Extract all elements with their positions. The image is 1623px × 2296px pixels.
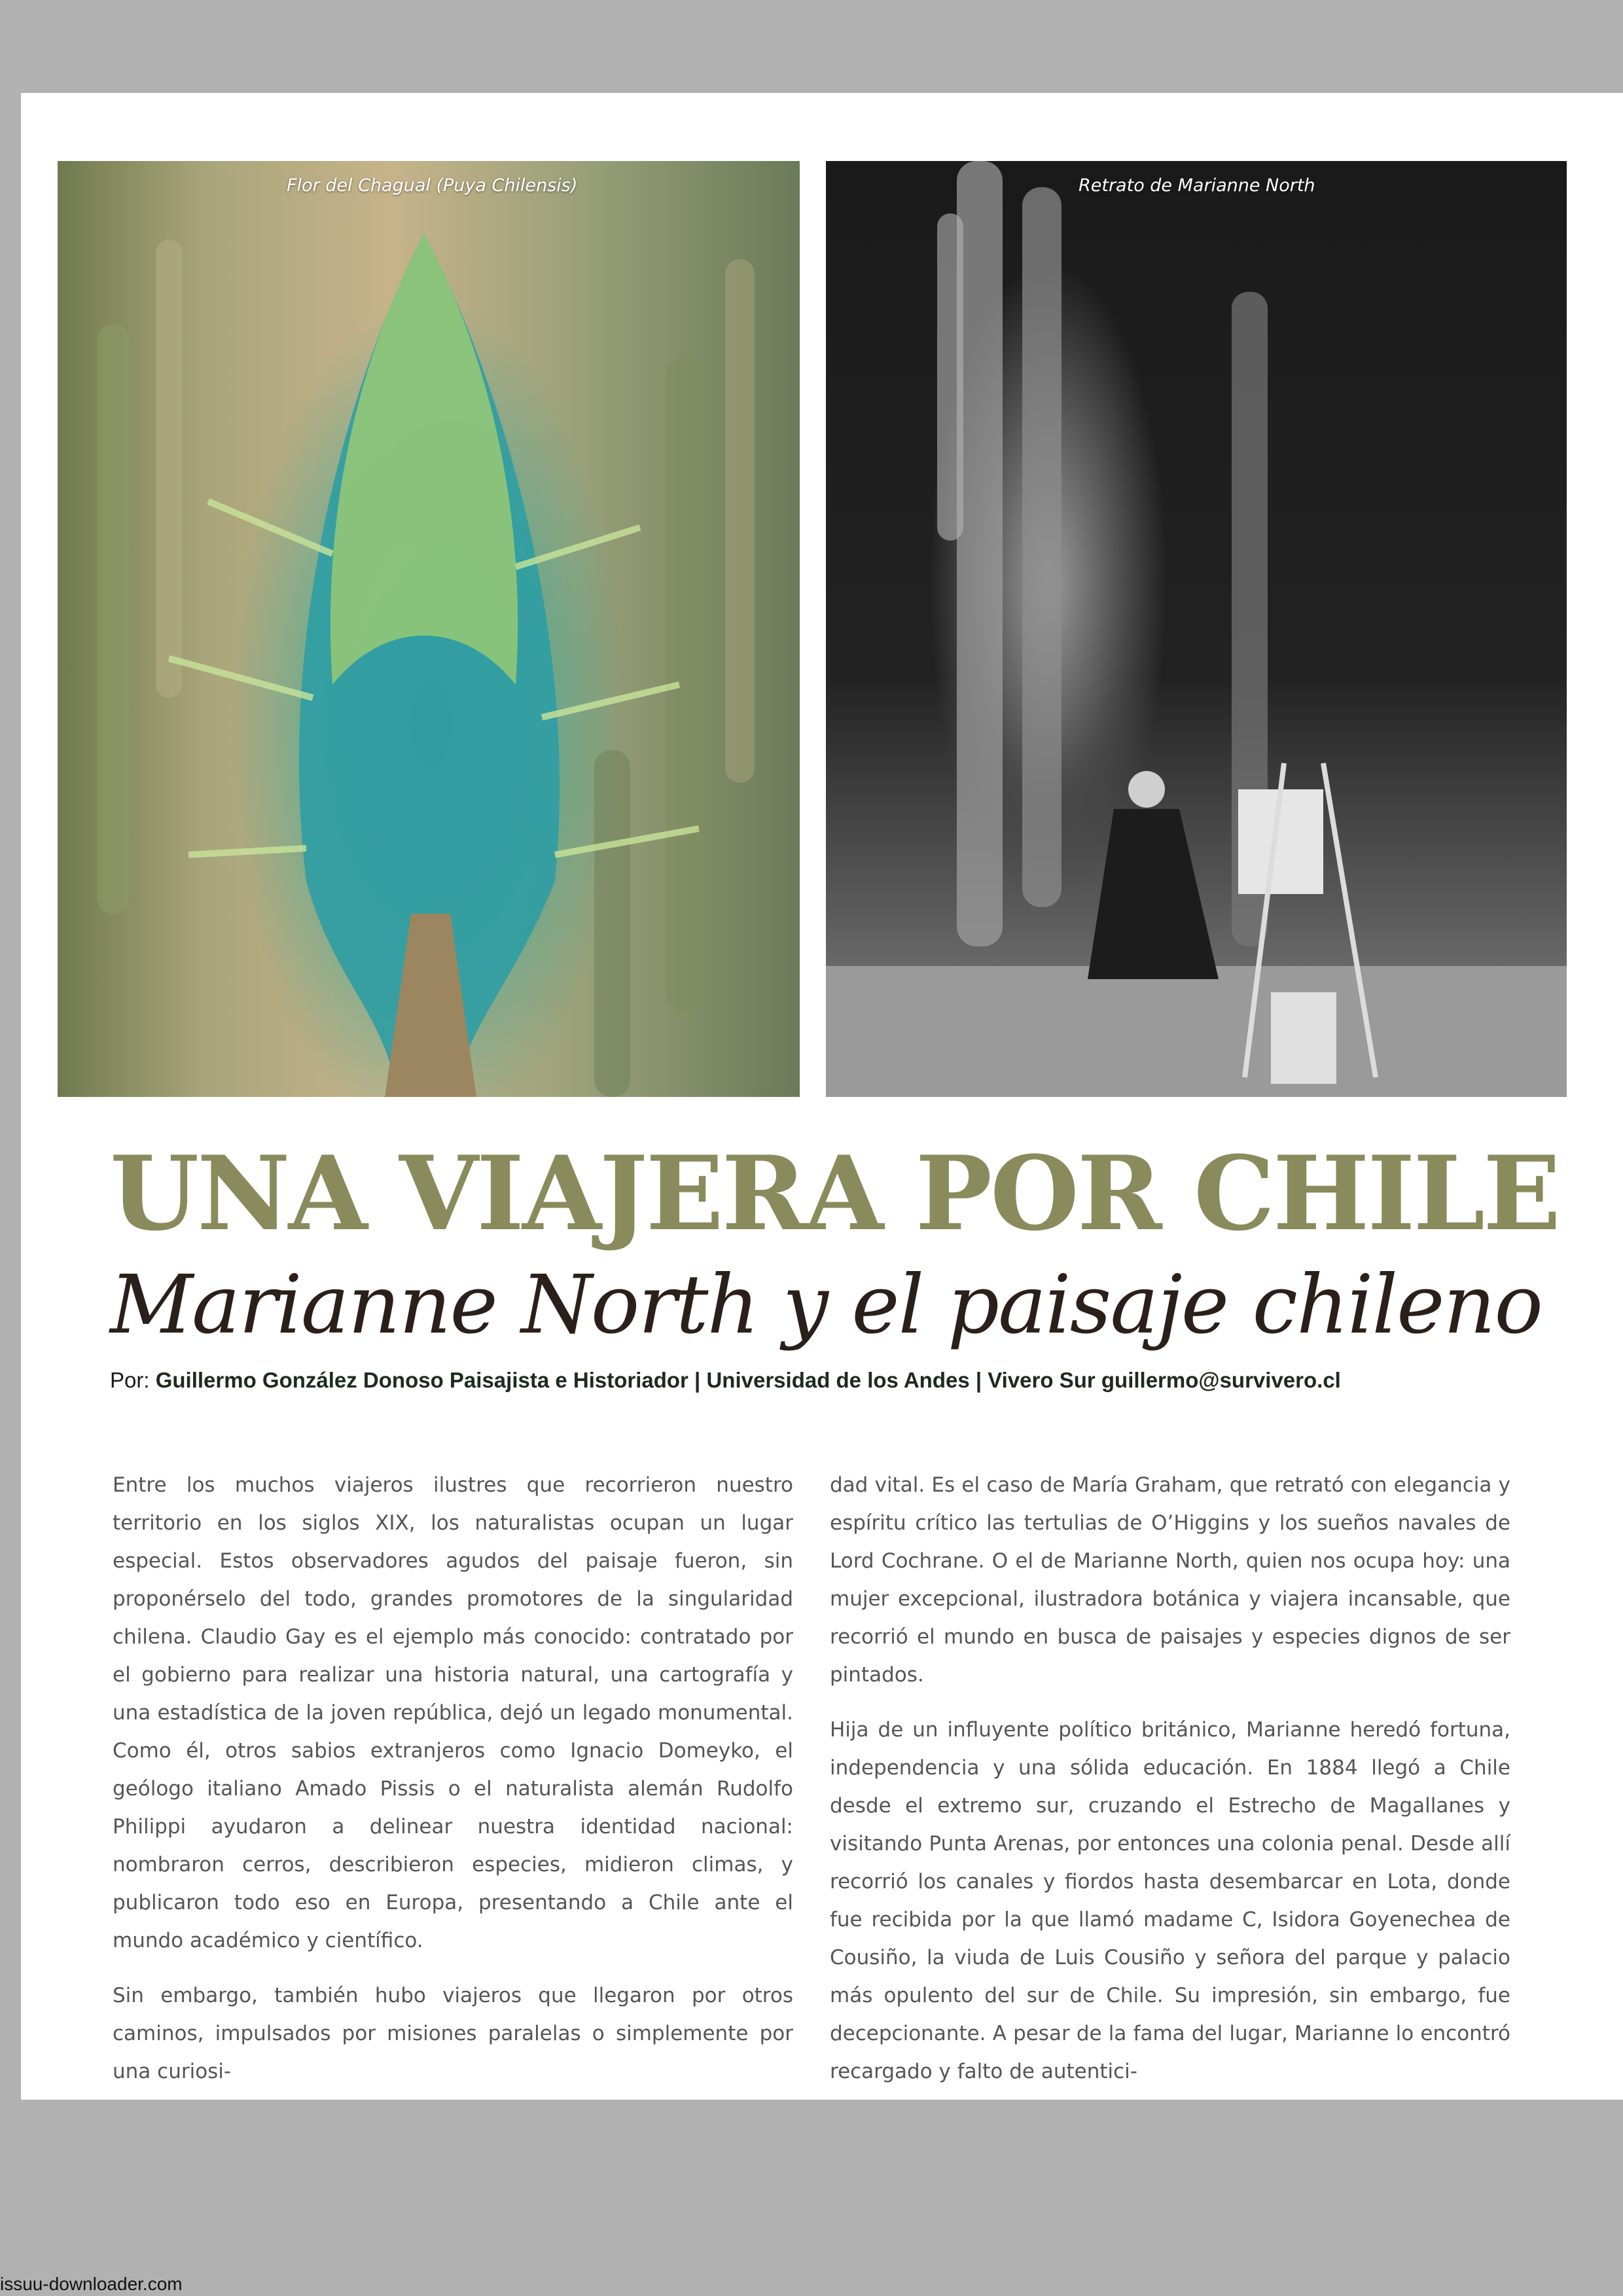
paragraph: Entre los muchos viajeros ilustres que recorrieron nuestro territorio en los siglos XIX, los naturalistas ocupan un lugar especial. Estos observadores agudos del paisaje fueron, sin proponérselo del todo, grandes promotores de la singularidad chilena. Claudio Gay es el ejemplo más conocido: contratado por el gobierno para realizar una historia natural, una cartografía y una estadística de la joven república, dejó un legado monumental. Como él, otros sabios extranjeros como Ignacio Domeyko, el geólogo italiano Amado Pissis o el naturalista alemán Rudolfo Philippi ayudaron a delinear nuestra identidad nacional: nombraron cerros, describieron especies, midieron climas, y publicaron todo eso en Europa, presentando a Chile ante el mundo académico y científico. [113, 1473, 793, 1952]
paragraph: Sin embargo, también hubo viajeros que llegaron por otros caminos, impulsados por misiones paralelas o simplemente por una curiosi- [113, 1984, 793, 2083]
byline-author: Guillermo González Donoso Paisajista e Historiador | Universidad de los Andes | Vivero Sur guillermo@survivero.cl [155, 1368, 1341, 1392]
byline-prefix: Por: [110, 1368, 156, 1392]
paragraph: dad vital. Es el caso de María Graham, que retrató con elegancia y espíritu crítico las tertulias de O’Higgins y los sueños navales de Lord Cochrane. O el de Marianne North, quien nos ocupa hoy: una mujer excepcional, ilustradora botánica y viajera incansable, que recorrió el mundo en busca de paisajes y especies dignos de ser pintados. [830, 1473, 1510, 1687]
portrait-photo-caption: Retrato de Marianne North [1079, 175, 1315, 196]
watermark-text: issuu-downloader.com [0, 2274, 183, 2294]
article-subtitle: Marianne North y el paisaje chileno [110, 1258, 1543, 1352]
article-column-right [830, 1466, 1510, 2108]
article-byline [110, 1368, 1341, 1393]
marianne-north-portrait-photo [826, 161, 1567, 1097]
magazine-page [21, 93, 1623, 2100]
flower-photo-caption: Flor del Chagual (Puya Chilensis) [287, 175, 578, 196]
paragraph: Hija de un influyente político británico, Marianne heredó fortuna, independencia y una sólida educación. En 1884 llegó a Chile desde el extremo sur, cruzando el Estrecho de Magallanes y visitando Punta Arenas, por entonces una colonia penal. Desde allí recorrió los canales y fiordos hasta desembarcar en Lota, donde fue recibida por la que llamó madame C, Isidora Goyenechea de Cousiño, la viuda de Luis Cousiño y señora del parque y palacio más opulento del sur de Chile. Su impresión, sin embargo, fue decepcionante. A pesar de la fama del lugar, Marianne lo encontró recargado y falto de autentici- [830, 1718, 1510, 2083]
portrait-illustration [826, 161, 1567, 1097]
chagual-flower-photo [58, 161, 800, 1097]
flower-illustration [58, 161, 800, 1097]
article-title: UNA VIAJERA POR CHILE [110, 1134, 1560, 1253]
article-column-left [113, 1466, 793, 2108]
